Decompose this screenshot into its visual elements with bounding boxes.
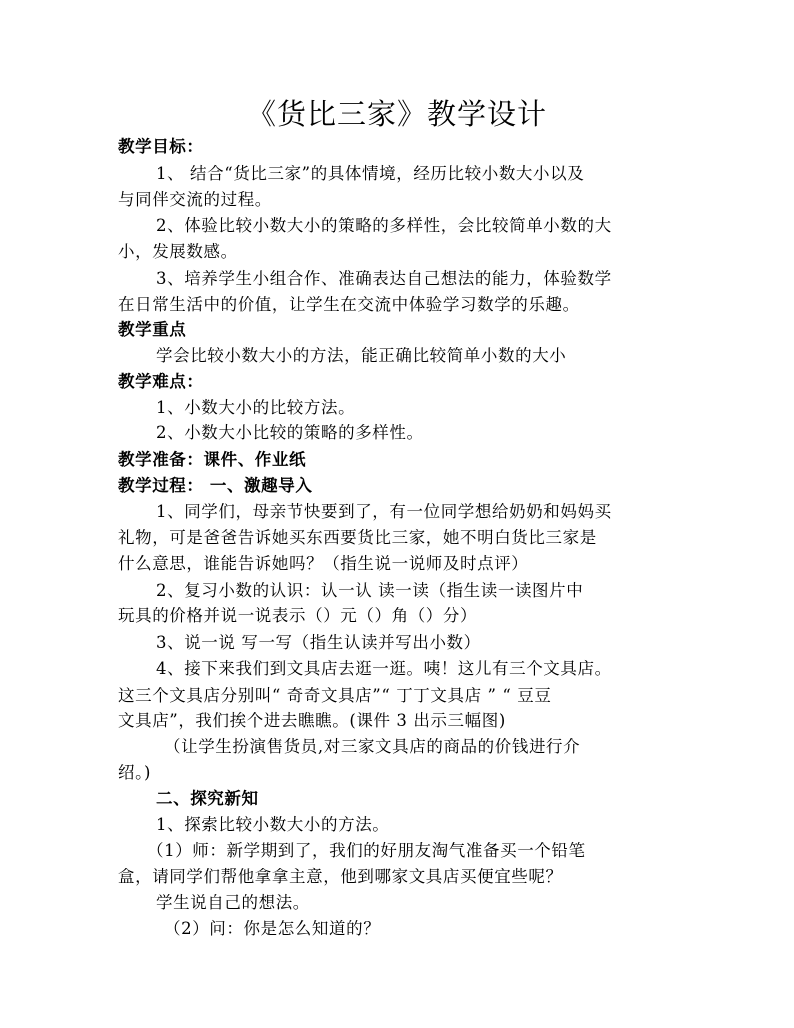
paragraph-line: （2）问：你是怎么知道的？	[164, 919, 381, 938]
paragraph-line: （让学生扮演售货员,对三家文具店的商品的价钱进行介	[164, 737, 581, 756]
paragraph-line: （1）师：新学期到了，我们的好朋友淘气准备买一个铅笔	[147, 841, 586, 860]
paragraph-line: 1、小数大小的比较方法。	[156, 398, 356, 417]
document-title: 《货比三家》教学设计	[246, 97, 547, 131]
paragraph-line: 2、复习小数的认识：认一认 读一读（指生读一读图片中	[156, 581, 584, 600]
section-heading: 教学准备：课件、作业纸	[118, 450, 307, 469]
section-heading: 教学难点：	[118, 372, 204, 391]
paragraph-line: 学会比较小数大小的方法，能正确比较简单小数的大小	[156, 346, 567, 365]
paragraph-line: 与同伴交流的过程。	[118, 190, 272, 209]
paragraph-line: 4、接下来我们到文具店去逛一逛。咦！这儿有三个文具店。	[156, 659, 612, 678]
paragraph-line: 盒，请同学们帮他拿拿主意，他到哪家文具店买便宜些呢？	[118, 867, 563, 886]
paragraph-line: 绍。)	[118, 763, 151, 782]
paragraph-line: 什么意思，谁能告诉她吗？（指生说一说师及时点评）	[118, 554, 529, 573]
section-heading: 教学重点	[118, 320, 187, 339]
paragraph-line: 1、探索比较小数大小的方法。	[156, 815, 390, 834]
paragraph-line: 小，发展数感。	[118, 242, 238, 261]
paragraph-line: 3、说一说 写一写（指生认读并写出小数）	[156, 633, 481, 652]
section-heading: 教学目标：	[118, 137, 204, 156]
paragraph-line: 这三个文具店分别叫“ 奇奇文具店”“ 丁丁文具店 ” “ 豆豆	[118, 686, 552, 705]
section-heading: 教学过程： 一、激趣导入	[118, 476, 313, 495]
paragraph-line: 2、小数大小比较的策略的多样性。	[156, 423, 424, 442]
section-heading: 二、探究新知	[156, 789, 259, 808]
paragraph-line: 文具店”，我们挨个进去瞧瞧。(课件 3 出示三幅图)	[118, 711, 506, 730]
paragraph-line: 1、 结合“货比三家”的具体情境，经历比较小数大小以及	[156, 164, 585, 183]
paragraph-line: 1、同学们，母亲节快要到了，有一位同学想给奶奶和妈妈买	[156, 502, 612, 521]
paragraph-line: 在日常生活中的价值，让学生在交流中体验学习数学的乐趣。	[118, 295, 580, 314]
paragraph-line: 玩具的价格并说一说表示（）元（）角（）分）	[118, 606, 478, 625]
paragraph-line: 学生说自己的想法。	[156, 893, 310, 912]
paragraph-line: 礼物，可是爸爸告诉她买东西要货比三家，她不明白货比三家是	[118, 528, 597, 547]
paragraph-line: 2、体验比较小数大小的策略的多样性，会比较简单小数的大	[156, 216, 612, 235]
paragraph-line: 3、培养学生小组合作、准确表达自己想法的能力，体验数学	[156, 269, 612, 288]
